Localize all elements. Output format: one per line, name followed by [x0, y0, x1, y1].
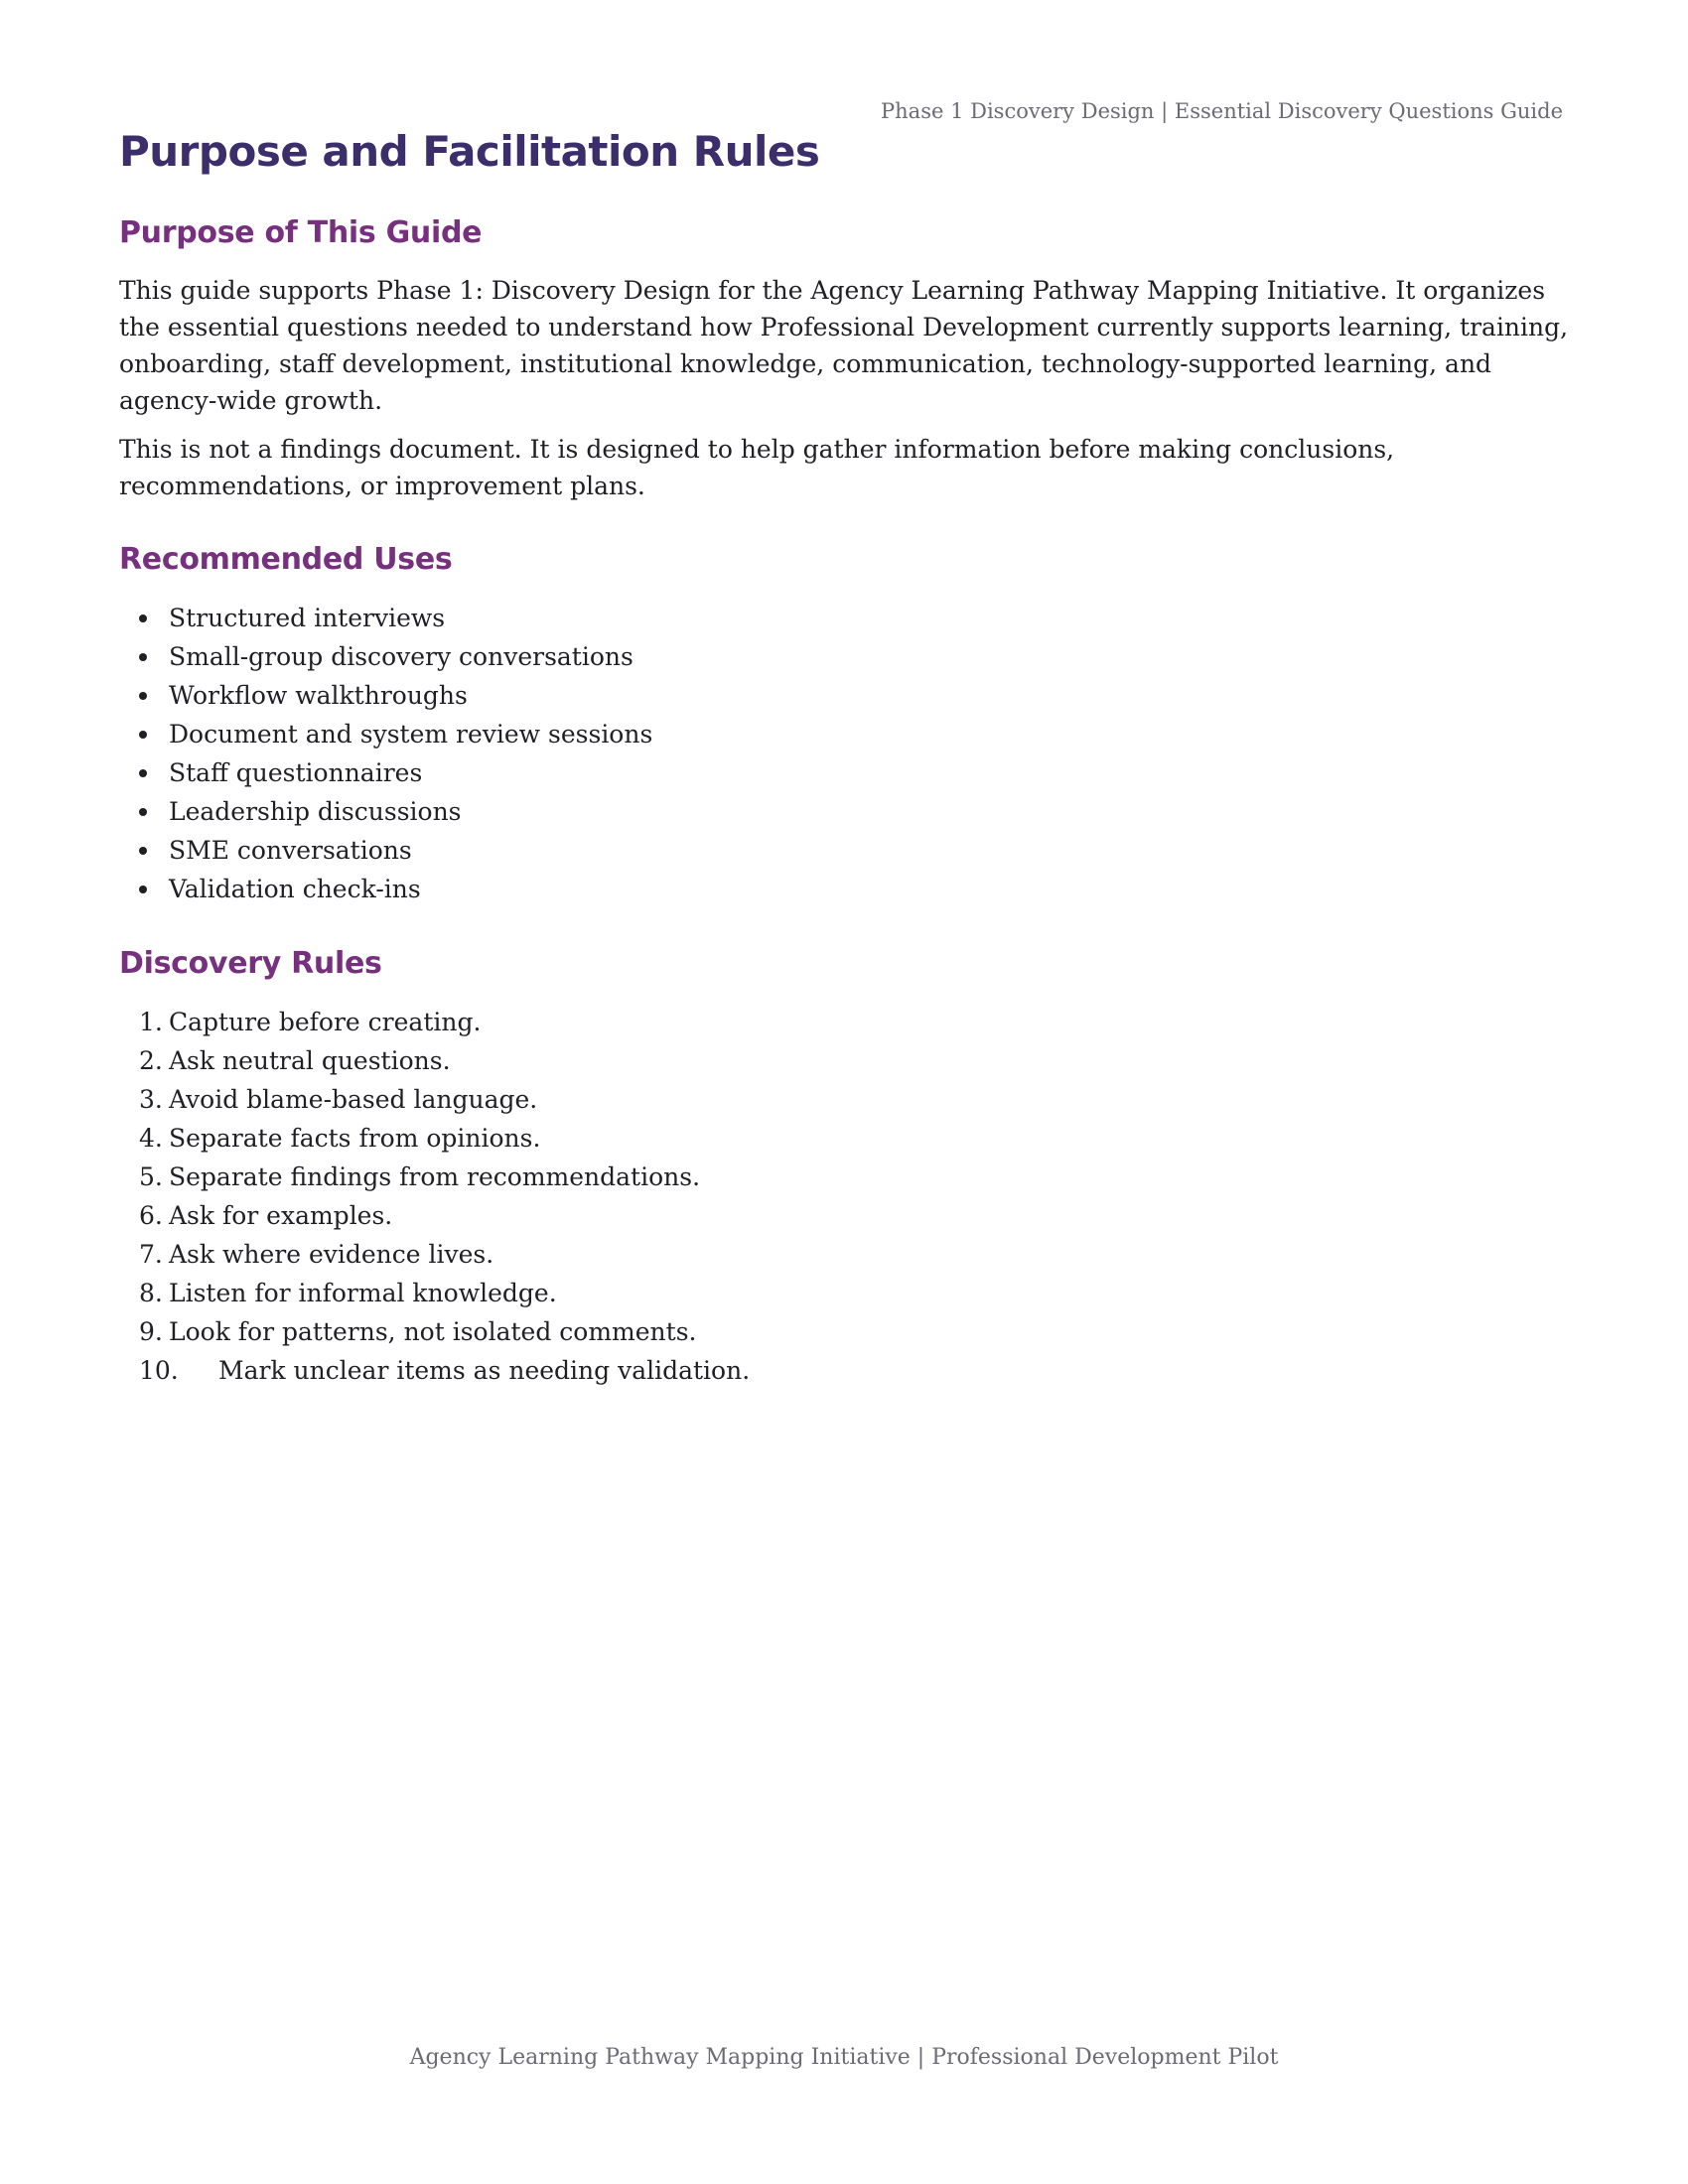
list-item — [119, 870, 1569, 908]
bullet-icon — [139, 692, 147, 700]
list-item — [119, 1158, 1569, 1196]
list-item — [119, 1119, 1569, 1158]
list-item-text: Document and system review sessions — [169, 720, 653, 749]
list-item-text: Separate findings from recommendations. — [169, 1162, 701, 1191]
purpose-section — [119, 215, 1569, 504]
list-item — [119, 1080, 1569, 1119]
list-item — [119, 715, 1569, 753]
list-item-text: Look for patterns, not isolated comments. — [169, 1317, 697, 1346]
list-item-text: SME conversations — [169, 836, 412, 865]
list-item — [119, 831, 1569, 870]
list-item — [119, 1041, 1569, 1080]
purpose-heading: Purpose of This Guide — [119, 215, 483, 250]
list-item-text: Ask for examples. — [169, 1201, 393, 1230]
list-item-text: Staff questionnaires — [169, 758, 423, 787]
list-item-text: Ask neutral questions. — [169, 1046, 451, 1075]
page-title: Purpose and Facilitation Rules — [119, 127, 820, 176]
bullet-icon — [139, 808, 147, 816]
list-number: 8. — [139, 1279, 163, 1307]
list-item — [119, 599, 1569, 637]
list-item-text: Ask where evidence lives. — [169, 1240, 494, 1269]
running-header: Phase 1 Discovery Design | Essential Discovery Questions Guide — [881, 99, 1563, 123]
list-item — [119, 676, 1569, 715]
list-item — [119, 1351, 1569, 1390]
list-number: 9. — [139, 1317, 163, 1346]
list-number: 10. — [139, 1356, 179, 1385]
list-item — [119, 1312, 1569, 1351]
recommended-uses-heading: Recommended Uses — [119, 542, 453, 577]
running-footer: Agency Learning Pathway Mapping Initiative | Professional Development Pilot — [409, 2045, 1279, 2070]
recommended-uses-section — [119, 542, 1569, 908]
purpose-paragraph-1: This guide supports Phase 1: Discovery Design for the Agency Learning Pathway Mapping Initiative. It organizes the essential questions needed to understand how Professional Development currently supports learning, training, onboarding, staff development, institutional knowledge, communication, technology-supported learning, and agency-wide growth. — [119, 276, 1569, 415]
list-item-text: Avoid blame-based language. — [169, 1085, 538, 1114]
list-item-text: Small-group discovery conversations — [169, 642, 633, 671]
list-number: 7. — [139, 1240, 163, 1269]
list-item-text: Separate facts from opinions. — [169, 1124, 541, 1153]
list-number: 3. — [139, 1085, 163, 1114]
list-number: 6. — [139, 1201, 163, 1230]
bullet-icon — [139, 731, 147, 739]
document-body — [119, 127, 1569, 1428]
purpose-paragraph-2: This is not a findings document. It is designed to help gather information before making conclusions, recommendations, or improvement plans. — [119, 435, 1395, 500]
bullet-icon — [139, 614, 147, 622]
list-item — [119, 753, 1569, 792]
discovery-rules-heading: Discovery Rules — [119, 946, 382, 981]
list-number: 4. — [139, 1124, 163, 1153]
bullet-icon — [139, 769, 147, 777]
list-item — [119, 1274, 1569, 1312]
list-number: 1. — [139, 1008, 163, 1036]
bullet-icon — [139, 653, 147, 661]
list-number: 5. — [139, 1162, 163, 1191]
discovery-rules-list — [119, 1003, 1569, 1390]
bullet-icon — [139, 886, 147, 893]
list-item-text: Mark unclear items as needing validation. — [218, 1356, 751, 1385]
list-item-text: Structured interviews — [169, 604, 446, 632]
list-number: 2. — [139, 1046, 163, 1075]
bullet-icon — [139, 847, 147, 855]
list-item-text: Listen for informal knowledge. — [169, 1279, 557, 1307]
list-item — [119, 1235, 1569, 1274]
list-item — [119, 1003, 1569, 1041]
list-item — [119, 1196, 1569, 1235]
recommended-uses-list — [119, 599, 1569, 908]
list-item-text: Workflow walkthroughs — [169, 681, 468, 710]
list-item — [119, 637, 1569, 676]
list-item — [119, 792, 1569, 831]
discovery-rules-section — [119, 946, 1569, 1390]
list-item-text: Validation check-ins — [169, 875, 421, 903]
list-item-text: Leadership discussions — [169, 797, 462, 826]
list-item-text: Capture before creating. — [169, 1008, 482, 1036]
